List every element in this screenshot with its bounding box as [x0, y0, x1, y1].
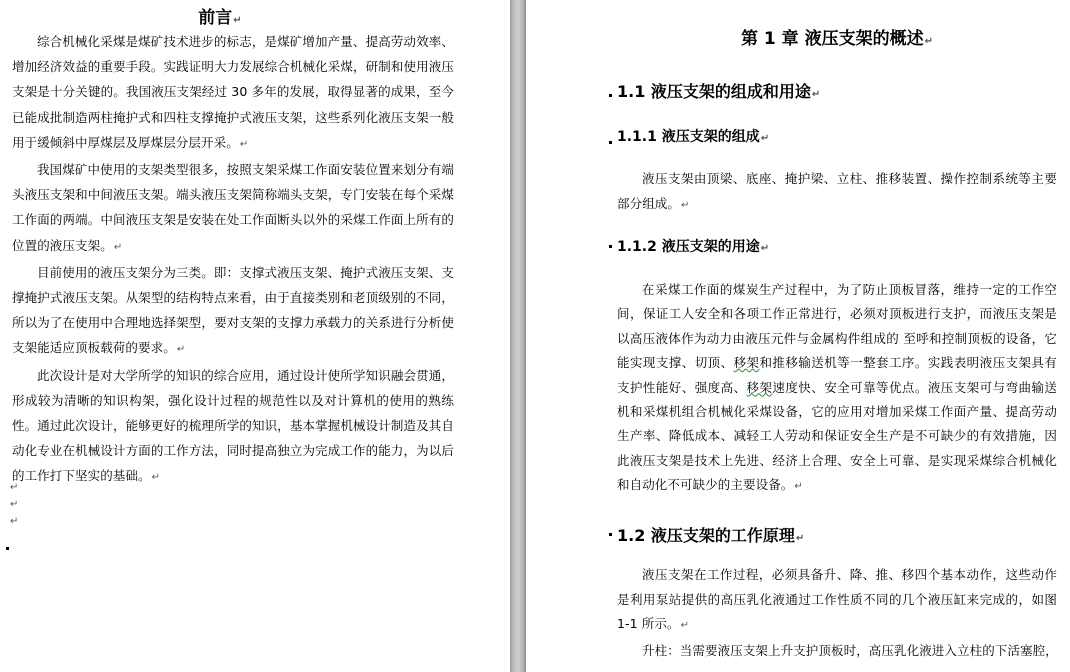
paragraph-mark-icon: ↵ [794, 481, 803, 493]
preface-paragraph-3: 目前使用的液压支架分为三类。即：支撑式液压支架、掩护式液压支架、支撑掩护式液压支架。从架型的结构特点来看，由于直接类别和老顶级别的不同，所以为了在使用中合理地选择架型，要对支架的支撑力承载力的关系进行分析使支架能适应顶板载荷的要求。↵ [12, 264, 454, 356]
section-1-2-heading: 1.2 液压支架的工作原理↵ [617, 526, 805, 545]
paragraph-mark-icon: ↵ [760, 133, 770, 144]
bullet-dot-icon [6, 547, 9, 550]
bullet-dot-icon [609, 94, 612, 97]
section-1-1-1-body: 液压支架由顶梁、底座、掩护梁、立柱、推移装置、操作控制系统等主要部分组成。↵ [617, 171, 1057, 212]
paragraph-mark-icon: ↵ [151, 472, 161, 484]
preface-body [12, 29, 454, 491]
page-gutter [510, 0, 526, 672]
preface-title [0, 3, 440, 28]
paragraph-mark-icon: ↵ [113, 241, 123, 253]
spellcheck-underline[interactable]: 移架 [746, 379, 773, 395]
bullet-dot-icon [609, 141, 612, 144]
preface-paragraph-2: 我国煤矿中使用的支架类型很多，按照支架采煤工作面安装位置来划分有端头液压支架和中间液压支架。端头液压支架简称端头支架，专门安装在每个采煤工作面的两端。中间液压支架是安装在处工作面断头以外的采煤工作面上所有的位置的液压支架。↵ [12, 162, 454, 253]
section-1-1-heading: 1.1 液压支架的组成和用途↵ [617, 82, 821, 101]
paragraph-mark-icon: ↵ [924, 36, 933, 47]
paragraph-mark-icon: ↵ [681, 200, 690, 212]
preface-paragraph-4: 此次设计是对大学所学的知识的综合应用，通过设计使所学知识融会贯通，形成较为清晰的知识构架，强化设计过程的规范性以及对计算机的使用的熟练性。通过此次设计，能够更好的梳理所学的知识，基本掌握机械设计制造及其自动化专业在机械设计方面的工作方法，同时提高独立为完成工作的能力，为以后的工作打下坚实的基础。↵ [12, 367, 454, 484]
paragraph-mark-icon: ↵ [176, 344, 186, 356]
empty-paragraph-mark-icon: ↵ [10, 482, 19, 493]
spellcheck-underline[interactable]: 移架 [733, 355, 760, 371]
section-1-1-1-heading: 1.1.1 液压支架的组成↵ [617, 129, 770, 145]
paragraph-mark-icon: ↵ [795, 533, 805, 544]
section-1-1-2-heading: 1.1.2 液压支架的用途↵ [617, 239, 770, 255]
paragraph-mark-icon: ↵ [760, 243, 770, 254]
section-1-1-2-body: 在采煤工作面的煤炭生产过程中，为了防止顶板冒落，维持一定的工作空间，保证工人安全和各项工作正常进行，必须对顶板进行支护，而液压支架是以高压液体作为动力由液压元件与金属构件组成的 至呼和控制顶板的设备，它能实现支撑、切顶、移架和推移输送机等一整套工序。实践表明液压支架具有支护性能好、强度高、移架速度快、安全可靠等优点。液压支架可与弯曲输送机和采煤机组合机械化采煤设备，它的应用对增加采煤工作面产量、提高劳动生产率、降低成本、减轻工人劳动和保证安全生产是不可缺少的有效措施，因此液压支架是技术上先进、经济上合理、安全上可靠、是实现采煤综合机械化和自动化不可缺少的主要设备。↵ [617, 282, 1057, 493]
bullet-dot-icon [609, 245, 612, 248]
paragraph-mark-icon: ↵ [233, 15, 242, 26]
chapter-title: 第 1 章 液压支架的概述↵ [741, 29, 933, 49]
preface-paragraph-1: 综合机械化采煤是煤矿技术进步的标志，是煤矿增加产量、提高劳动效率、增加经济效益的重要手段。实践证明大力发展综合机械化采煤，研制和使用液压支架是十分关键的。我国液压支架经过 30 多年的发展，取得显著的成果，至今已能成批制造两柱掩护式和四柱支撑掩护式液压支架，这些系列化液压支架一般用于缓倾斜中厚煤层及厚煤层分层开采。↵ [12, 34, 454, 150]
empty-paragraph-mark-icon: ↵ [10, 499, 19, 510]
paragraph-mark-icon: ↵ [680, 620, 690, 632]
paragraph-mark-icon: ↵ [811, 89, 821, 100]
empty-paragraph-mark-icon: ↵ [10, 516, 19, 527]
section-1-2-next-line: 升柱：当需要液压支架上升支护顶板时，高压乳化液进入立柱的下活塞腔， [642, 642, 1058, 658]
section-1-2-body: 液压支架在工作过程，必须具备升、降、推、移四个基本动作，这些动作是利用泵站提供的高压乳化液通过工作性质不同的几个液压缸来完成的，如图 1-1 所示。↵ 升柱：当需要液压支架上升支护顶板时，高压乳化液进入立柱的下活塞腔， [617, 563, 1057, 663]
bullet-dot-icon [609, 533, 612, 536]
paragraph-mark-icon: ↵ [239, 138, 249, 150]
left-page [0, 0, 510, 672]
preface-title-text: 前言 [198, 8, 233, 28]
